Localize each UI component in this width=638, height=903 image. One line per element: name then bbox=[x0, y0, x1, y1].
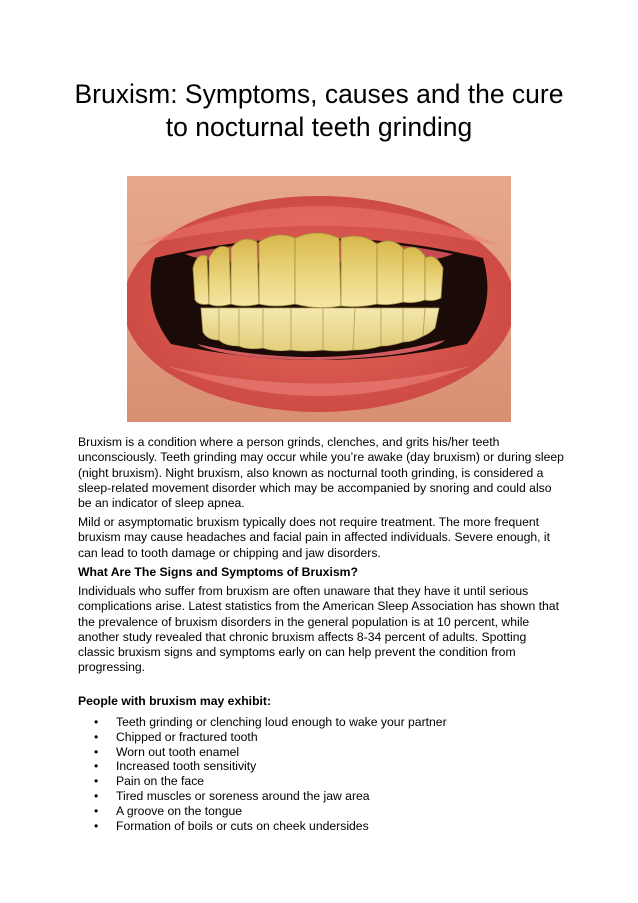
list-item bbox=[78, 819, 447, 834]
bullet-icon: • bbox=[94, 774, 99, 789]
bullet-icon: • bbox=[94, 803, 99, 818]
bullet-icon: • bbox=[94, 759, 99, 774]
intro-paragraph: Bruxism is a condition where a person grinds, clenches, and grits his/her teeth unconsciously. Teeth grinding may occur while you’re awake (day bruxism) or during sleep (night bruxism). Night bruxism, also known as nocturnal tooth grinding, is considered a sleep-related movement disorder which may be accompanied by snoring and could also be an indicator of sleep apnea. bbox=[78, 435, 564, 511]
list-item-text: Pain on the face bbox=[116, 774, 205, 789]
bullet-icon: • bbox=[94, 744, 99, 759]
list-item bbox=[78, 789, 447, 804]
bullet-icon: • bbox=[94, 788, 99, 803]
list-item bbox=[78, 730, 447, 745]
list-item bbox=[78, 715, 447, 730]
section-heading-signs: What Are The Signs and Symptoms of Bruxism? bbox=[78, 565, 358, 579]
list-item bbox=[78, 759, 447, 774]
list-item bbox=[78, 745, 447, 760]
list-item-text: Teeth grinding or clenching loud enough to wake your partner bbox=[116, 715, 447, 729]
section-heading-exhibit: People with bruxism may exhibit: bbox=[78, 694, 272, 708]
teeth-photo bbox=[127, 176, 511, 422]
signs-paragraph: Individuals who suffer from bruxism are often unaware that they have it until serious complications arise. Latest statistics from the American Sleep Association has shown that the prevalence of bruxism disorders in the general population is at 10 percent, while another study revealed that chronic bruxism affects 8-34 percent of adults. Spotting classic bruxism signs and symptoms early on can help prevent the condition from progressing. bbox=[78, 584, 559, 675]
list-item bbox=[78, 774, 447, 789]
list-item-text: Worn out tooth enamel bbox=[116, 744, 240, 759]
list-item-text: Tired muscles or soreness around the jaw area bbox=[116, 788, 370, 803]
article-title: Bruxism: Symptoms, causes and the cure to nocturnal teeth grinding bbox=[74, 79, 564, 142]
bullet-icon: • bbox=[94, 715, 99, 729]
list-item bbox=[78, 804, 447, 819]
symptom-list bbox=[78, 715, 447, 833]
list-item-text: Formation of boils or cuts on cheek undersides bbox=[116, 818, 369, 833]
bullet-icon: • bbox=[94, 818, 99, 833]
treatment-paragraph: Mild or asymptomatic bruxism typically does not require treatment. The more frequent bruxism may cause headaches and facial pain in affected individuals. Severe enough, it can lead to tooth damage or chipping and jaw disorders. bbox=[78, 515, 550, 560]
list-item-text: Increased tooth sensitivity bbox=[116, 759, 257, 774]
list-item-text: Chipped or fractured tooth bbox=[116, 729, 258, 744]
list-item-text: A groove on the tongue bbox=[116, 803, 243, 818]
bullet-icon: • bbox=[94, 729, 99, 744]
